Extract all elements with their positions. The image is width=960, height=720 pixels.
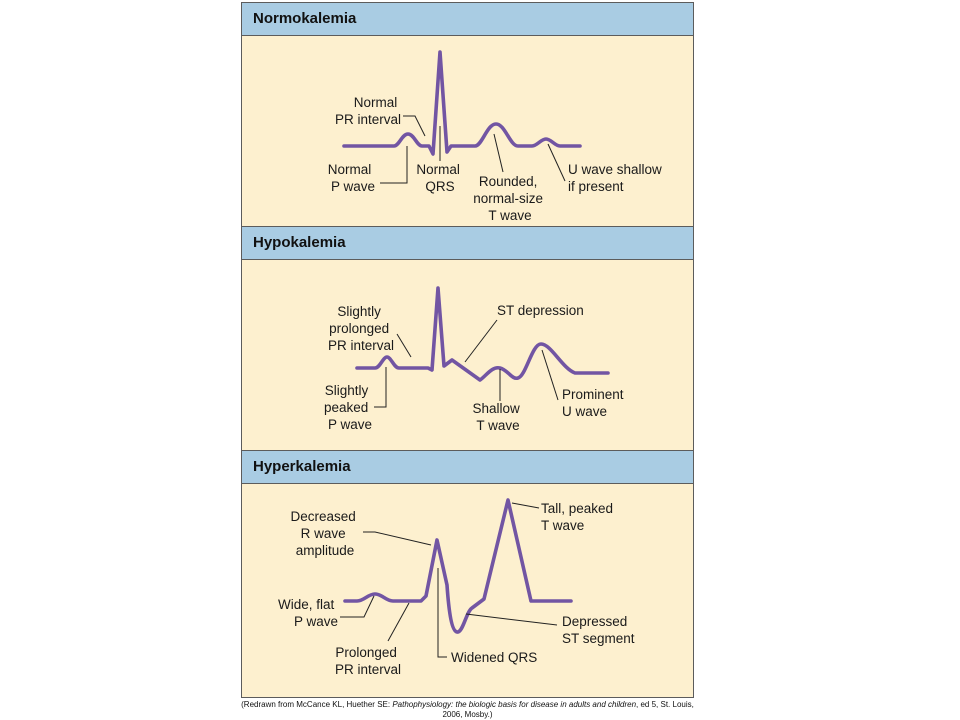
normokalemia-pr-label: Normal PR interval <box>334 95 401 127</box>
hypokalemia-t-label: Shallow T wave <box>472 401 520 433</box>
normokalemia-u-label: U wave shallow if present <box>568 162 662 194</box>
citation-title: Pathophysiology: the biologic basis for disease in adults and children <box>392 700 637 709</box>
normokalemia-p-leader <box>380 146 407 183</box>
hyperkalemia-p-label: Wide, flat P wave <box>277 597 338 629</box>
citation-prefix: (Redrawn from McCance KL, Huether SE: <box>241 700 393 709</box>
hypokalemia-p-label: Slightly peaked P wave <box>323 383 372 432</box>
hypokalemia-st-label: ST depression <box>497 303 584 318</box>
hyperkalemia-qrs-label: Widened QRS <box>451 650 538 665</box>
hyperkalemia-ecg-trace <box>345 500 571 632</box>
hypokalemia-pr-leader <box>397 334 411 357</box>
hyperkalemia-pr-leader <box>388 603 409 641</box>
panel-title-normokalemia: Normokalemia <box>241 2 694 36</box>
hyperkalemia-pr-label: Prolonged PR interval <box>334 645 402 677</box>
hypokalemia-p-leader <box>374 367 386 407</box>
normokalemia-p-label: Normal P wave <box>327 162 375 194</box>
hypokalemia-u-label: Prominent U wave <box>562 387 624 419</box>
normokalemia-t-label: Rounded, normal-size T wave <box>473 174 544 223</box>
normokalemia-t-leader <box>494 134 503 172</box>
hypokalemia-pr-label: Slightly prolonged PR interval <box>327 304 395 353</box>
citation-suffix: , ed 5, St. Louis, 2006, Mosby.) <box>442 700 694 719</box>
normokalemia-u-leader <box>548 144 565 181</box>
hyperkalemia-r-label: Decreased R wave amplitude <box>290 509 356 558</box>
citation <box>241 700 694 720</box>
hyperkalemia-p-leader <box>340 596 374 617</box>
panel-title-hypokalemia: Hypokalemia <box>241 226 694 260</box>
hyperkalemia-st-leader <box>466 614 557 625</box>
panel-title-hyperkalemia: Hyperkalemia <box>241 450 694 484</box>
normokalemia-qrs-label: Normal QRS <box>416 162 460 194</box>
hyperkalemia-r-leader <box>363 532 431 545</box>
hypokalemia-ecg-trace <box>357 288 608 380</box>
hyperkalemia-st-label: Depressed ST segment <box>562 614 635 646</box>
hypokalemia-st-leader <box>465 320 497 362</box>
hyperkalemia-t-label: Tall, peaked T wave <box>541 501 614 533</box>
hyperkalemia-t-leader <box>512 503 539 508</box>
